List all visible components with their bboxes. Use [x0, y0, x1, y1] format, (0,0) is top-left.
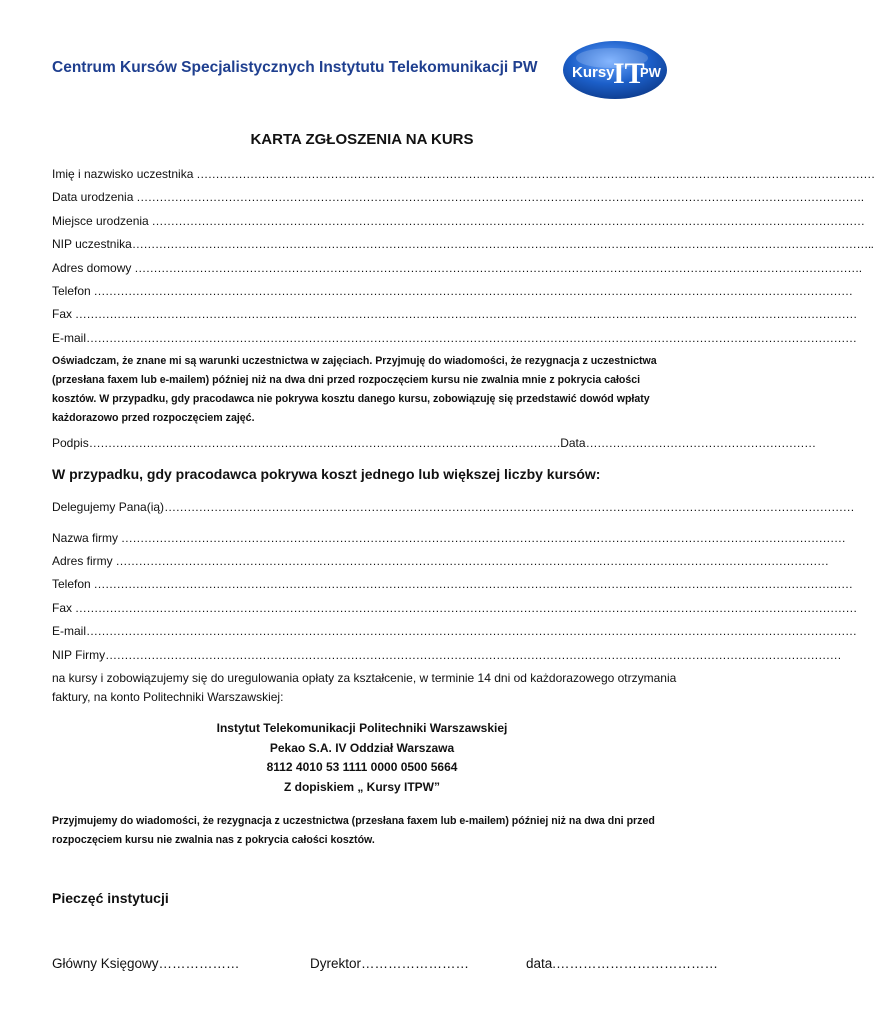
svg-text:IT: IT: [613, 57, 645, 90]
delegated-person-field[interactable]: Delegujemy Pana(ią)………………………………………………………………………………………………………………………………………………………………: [52, 500, 855, 514]
birth-place-field[interactable]: Miejsce urodzenia ……………………………………………………………………………………………………………………………………………………………………: [52, 214, 865, 228]
company-phone-field[interactable]: Telefon ………………………………………………………………………………………………………………………………………………………………………………: [52, 577, 853, 591]
bank-account-number: 8112 4010 53 1111 0000 0500 5664: [266, 760, 458, 774]
final-date-field[interactable]: data.………………………………: [526, 956, 719, 971]
employer-section-heading: W przypadku, gdy pracodawca pokrywa koszt jednego lub większej liczby kursów:: [52, 466, 601, 482]
participant-email-field[interactable]: E-mail…………………………………………………………………………………………………………………………………………………………………………………: [52, 331, 857, 345]
director-signature[interactable]: Dyrektor……………………: [310, 956, 470, 971]
company-fax-field[interactable]: Fax ……………………………………………………………………………………………………………………………………………………………………………………: [52, 601, 857, 615]
institution-stamp-label: Pieczęć instytucji: [52, 890, 169, 906]
company-address-field[interactable]: Adres firmy ……………………………………………………………………………………………………………………………………………………………………: [52, 554, 829, 568]
svg-text:Kursy: Kursy: [572, 64, 615, 81]
company-nip-field[interactable]: NIP Firmy…………………………………………………………………………………………………………………………………………………………………………: [52, 648, 842, 662]
participant-phone-field[interactable]: Telefon ………………………………………………………………………………………………………………………………………………………………………………: [52, 284, 853, 298]
kursy-itpw-logo: [562, 40, 668, 100]
bank-name: Pekao S.A. IV Oddział Warszawa: [269, 740, 455, 755]
company-name-field[interactable]: Nazwa firmy ………………………………………………………………………………………………………………………………………………………………………: [52, 531, 846, 545]
bank-details: [0, 719, 724, 797]
participant-declaration: Oświadczam, że znane mi są warunki uczestnictwa w zajęciach. Przyjmuję do wiadomości, że rezygnacja z uczestnictwa (przesłana faxem lub e-mailem) później niż na dwa dni przed rozpoczęciem kursu nie zwalnia mnie z pokrycia całości kosztów. W przypadku, gdy pracodawca nie pokrywa kosztu danego kursu, zobowiązuję się przedstawić dowód wpłaty każdorazowo przed rozpoczęciem zajęć.: [52, 355, 657, 424]
chief-accountant-signature[interactable]: Główny Księgowy………………: [52, 956, 240, 971]
signature-date-line[interactable]: Podpis……………………………………………………………………………………………………………Data……………………………………………………: [52, 436, 816, 450]
payment-commitment-text: na kursy i zobowiązujemy się do uregulowania opłaty za kształcenie, w terminie 14 dni od każdorazowego otrzymania faktury, na konto Politechniki Warszawskiej:: [52, 671, 677, 704]
participant-nip-field[interactable]: NIP uczestnika…………………………………………………………………………………………………………………………………………………………………………..: [52, 237, 874, 251]
transfer-reference: Z dopiskiem „ Kursy ITPW”: [283, 779, 441, 794]
form-title: KARTA ZGŁOSZENIA NA KURS: [250, 131, 474, 148]
svg-text:PW: PW: [640, 65, 661, 80]
institution-title: Centrum Kursów Specjalistycznych Instytutu Telekomunikacji PW: [52, 59, 538, 76]
bank-account-holder: Instytut Telekomunikacji Politechniki Warszawskiej: [216, 721, 508, 735]
participant-name-field[interactable]: Imię i nazwisko uczestnika ……………………………………………………………………………………………………………………………………………………………: [52, 167, 875, 181]
birth-date-field[interactable]: Data urodzenia ……………………………………………………………………………………………………………………………………………………………………….: [52, 190, 864, 204]
company-email-field[interactable]: E-mail…………………………………………………………………………………………………………………………………………………………………………………: [52, 624, 857, 638]
participant-fax-field[interactable]: Fax ……………………………………………………………………………………………………………………………………………………………………………………: [52, 307, 857, 321]
resignation-note: Przyjmujemy do wiadomości, że rezygnacja z uczestnictwa (przesłana faxem lub e-mailem) później niż na dwa dni przed rozpoczęciem kursu nie zwalnia nas z pokrycia całości kosztów.: [52, 815, 655, 846]
home-address-field[interactable]: Adres domowy ……………………………………………………………………………………………………………………………………………………………………….: [52, 261, 862, 275]
